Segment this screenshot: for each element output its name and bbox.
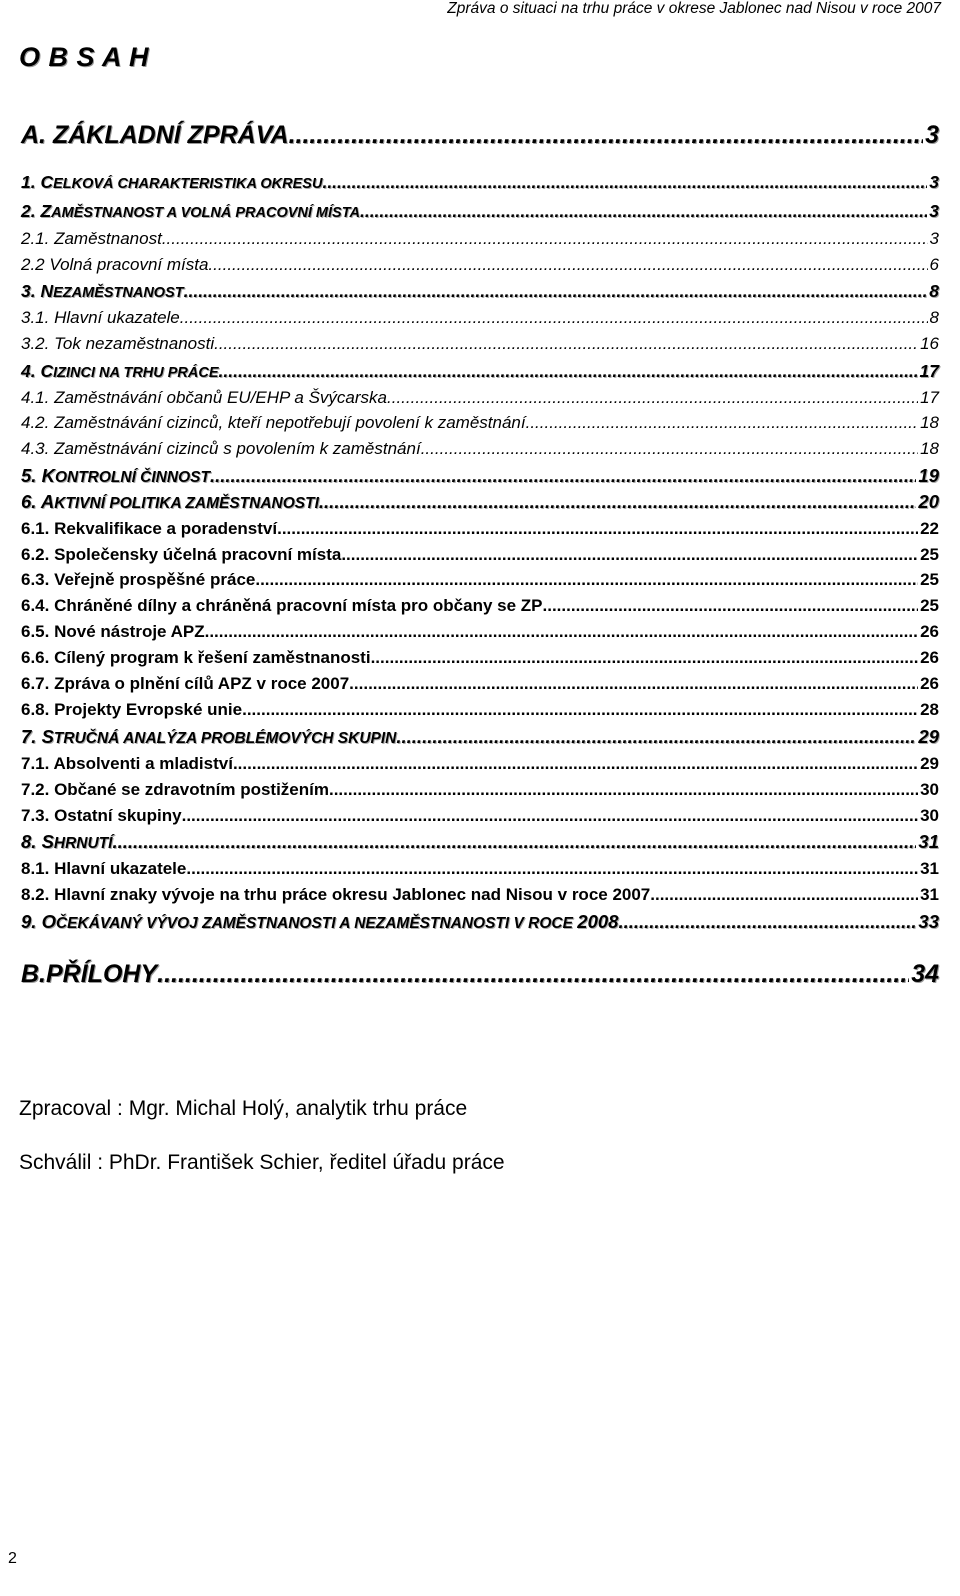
toc-entry-2-2[interactable]: 2.2 Volná pracovní místa ..... 6 — [21, 255, 939, 275]
toc-entry-3-1[interactable]: 3.1. Hlavní ukazatele ..... 8 — [21, 308, 939, 328]
toc-entry-2-1[interactable]: 2.1. Zaměstnanost ..... 3 — [21, 229, 939, 249]
toc-entry-4-1[interactable]: 4.1. Zaměstnávání občanů EU/EHP a Švýcarska ..... 17 — [21, 388, 939, 408]
toc-entry-6-2[interactable]: 6.2. Společensky účelná pracovní místa ..... 25 — [21, 545, 939, 565]
page-title: O B S A H — [19, 42, 149, 72]
prepared-by: Zpracoval : Mgr. Michal Holý, analytik trhu práce — [19, 1097, 468, 1120]
toc-entry-6-4[interactable]: 6.4. Chráněné dílny a chráněná pracovní místa pro občany se ZP ..... 25 — [21, 596, 939, 616]
toc-entry-7-2[interactable]: 7.2. Občané se zdravotním postižením ..... 30 — [21, 780, 939, 800]
toc-entry-2[interactable]: 2. ZAMĚSTNANOST A VOLNÁ PRACOVNÍ MÍSTA ..... 3 — [21, 201, 939, 222]
toc-entry-6-1[interactable]: 6.1. Rekvalifikace a poradenství ..... 22 — [21, 519, 939, 539]
toc-entry-4-2[interactable]: 4.2. Zaměstnávání cizinců, kteří nepotřebují povolení k zaměstnání ..... 18 — [21, 413, 939, 433]
toc-entry-1[interactable]: 1. CELKOVÁ CHARAKTERISTIKA OKRESU ..... 3 — [21, 172, 939, 193]
toc-entry-6-5[interactable]: 6.5. Nové nástroje APZ ..... 26 — [21, 622, 939, 642]
toc-entry-5[interactable]: 5. KONTROLNÍ ČINNOST ..... 19 — [21, 465, 939, 487]
toc-entry-3-2[interactable]: 3.2. Tok nezaměstnanosti ..... 16 — [21, 334, 939, 354]
toc-entry-9[interactable]: 9. OČEKÁVANÝ VÝVOJ ZAMĚSTNANOSTI A NEZAMĚSTNANOSTI V ROCE 2008 ..... 33 — [21, 911, 939, 933]
toc-entry-6-8[interactable]: 6.8. Projekty Evropské unie ..... 28 — [21, 700, 939, 720]
toc-entry-7-3[interactable]: 7.3. Ostatní skupiny ..... 30 — [21, 806, 939, 826]
toc-entry-7-1[interactable]: 7.1. Absolventi a mladiství ..... 29 — [21, 754, 939, 774]
toc-entry-8-1[interactable]: 8.1. Hlavní ukazatele ..... 31 — [21, 859, 939, 879]
toc-entry-6-7[interactable]: 6.7. Zpráva o plnění cílů APZ v roce 2007 ..... 26 — [21, 674, 939, 694]
toc-entry-8-2[interactable]: 8.2. Hlavní znaky vývoje na trhu práce okresu Jablonec nad Nisou v roce 2007 ..... 31 — [21, 885, 939, 905]
toc-entry-7[interactable]: 7. STRUČNÁ ANALÝZA PROBLÉMOVÝCH SKUPIN ..... 29 — [21, 726, 939, 748]
toc-entry-6-3[interactable]: 6.3. Veřejně prospěšné práce ..... 25 — [21, 570, 939, 590]
toc-entry-4[interactable]: 4. CIZINCI NA TRHU PRÁCE ..... 17 — [21, 361, 939, 382]
toc-entry-8[interactable]: 8. SHRNUTÍ ..... 31 — [21, 831, 939, 853]
approved-by: Schválil : PhDr. František Schier, ředitel úřadu práce — [19, 1151, 505, 1174]
toc-entry-6[interactable]: 6. AKTIVNÍ POLITIKA ZAMĚSTNANOSTI ..... 20 — [21, 491, 939, 513]
page-number: 2 — [8, 1550, 17, 1567]
toc-entry-4-3[interactable]: 4.3. Zaměstnávání cizinců s povolením k zaměstnání ..... 18 — [21, 439, 939, 459]
toc-entry-3[interactable]: 3. NEZAMĚSTNANOST ..... 8 — [21, 281, 939, 302]
running-header: Zpráva o situaci na trhu práce v okrese Jablonec nad Nisou v roce 2007 — [447, 0, 941, 17]
toc-entry-part-b[interactable]: B.PŘÍLOHY ..... 34 — [21, 960, 939, 989]
toc-entry-part-a[interactable]: A. ZÁKLADNÍ ZPRÁVA ..... 3 — [21, 121, 939, 150]
toc-entry-6-6[interactable]: 6.6. Cílený program k řešení zaměstnanosti ..... 26 — [21, 648, 939, 668]
